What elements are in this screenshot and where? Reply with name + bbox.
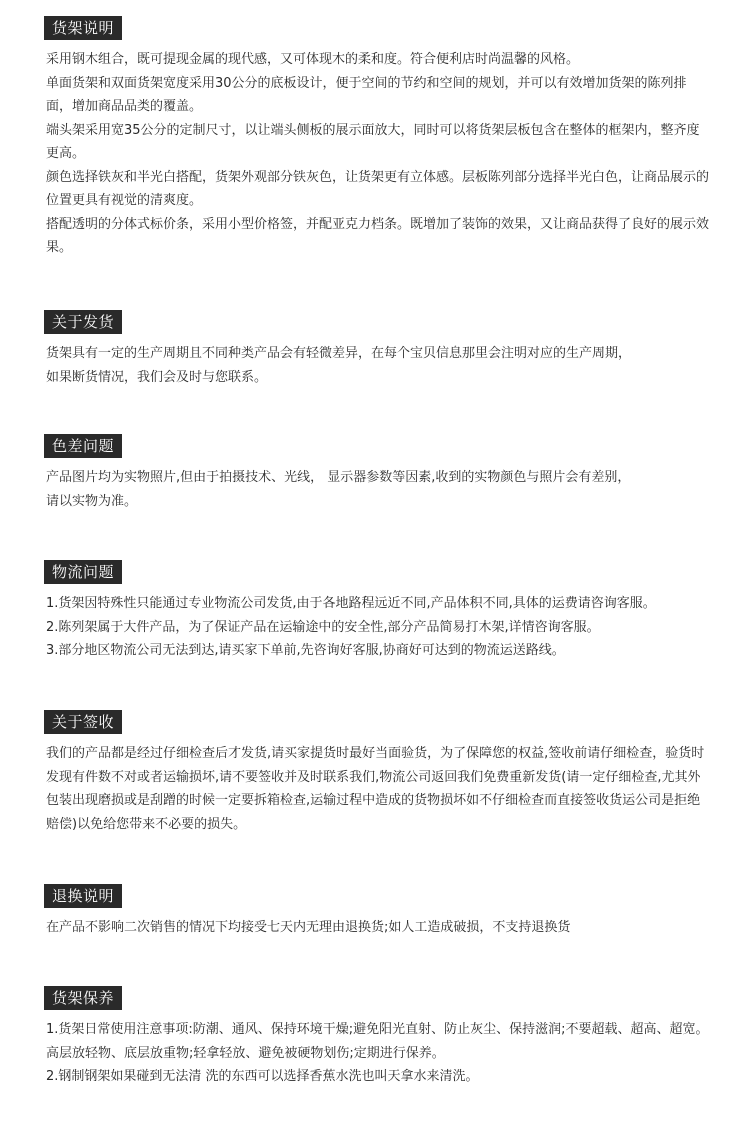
paragraph: 1.货架因特殊性只能通过专业物流公司发货,由于各地路程远近不同,产品体积不同,具体的运费请咨询客服。 (46, 596, 656, 611)
section-title: 关于发货 (44, 310, 122, 334)
paragraph: 产品图片均为实物照片,但由于拍摄技术、光线， 显示器参数等因素,收到的实物颜色与照片会有差别， (46, 470, 631, 485)
paragraph: 我们的产品都是经过仔细检查后才发货,请买家提货时最好当面验货，为了保障您的权益,签收前请仔细检查，验货时发现有件数不对或者运输损坏,请不要签收并及时联系我们,物流公司返回我们免费重新发货(请一定仔细检查,尤其外包装出现磨损或是刮蹭的时候一定要拆箱检查,运输过程中造成的货物损坏如不仔细检查而直接签收货运公司是拒绝赔偿)以免给您带来不必要的损失。 (46, 746, 705, 832)
paragraph: 搭配透明的分体式标价条，采用小型价格签，并配亚克力档条。既增加了装饰的效果，又让商品获得了良好的展示效果。 (46, 216, 710, 255)
section-returns (44, 884, 712, 940)
section-logistics (44, 560, 712, 663)
section-color-difference (44, 434, 712, 513)
paragraph: 采用钢木组合，既可提现金属的现代感，又可体现木的柔和度。符合便利店时尚温馨的风格。 (46, 52, 580, 67)
section-shipping (44, 310, 712, 389)
section-title: 关于签收 (44, 710, 122, 734)
section-receipt (44, 710, 712, 836)
section-title: 货架保养 (44, 986, 122, 1010)
paragraph: 如果断货情况，我们会及时与您联系。 (46, 369, 268, 385)
section-shelf-description (44, 16, 712, 260)
paragraph: 2.钢制钢架如果碰到无法清 洗的东西可以选择香蕉水洗也叫天拿水来清洗。 (46, 1069, 479, 1084)
section-title: 货架说明 (44, 16, 122, 40)
paragraph: 在产品不影响二次销售的情况下均接受七天内无理由退换货;如人工造成破损，不支持退换货 (46, 920, 571, 935)
paragraph: 货架具有一定的生产周期且不同种类产品会有轻微差异，在每个宝贝信息那里会注明对应的生产周期， (46, 346, 632, 361)
paragraph: 2.陈列架属于大件产品，为了保证产品在运输途中的安全性,部分产品简易打木架,详情咨询客服。 (46, 619, 600, 635)
paragraph: 单面货架和双面货架宽度采用30公分的底板设计，便于空间的节约和空间的规划，并可以有效增加货架的陈列排面，增加商品品类的覆盖。 (46, 75, 687, 114)
section-title: 色差问题 (44, 434, 122, 458)
paragraph: 1.货架日常使用注意事项:防潮、通风、保持环境干燥;避免阳光直射、防止灰尘、保持滋润;不要超载、超高、超宽。高层放轻物、底层放重物;轻拿轻放、避免被硬物划伤;定期进行保养。 (46, 1022, 709, 1061)
paragraph: 颜色选择铁灰和半光白搭配，货架外观部分铁灰色，让货架更有立体感。层板陈列部分选择半光白色，让商品展示的位置更具有视觉的清爽度。 (46, 169, 710, 208)
section-title: 物流问题 (44, 560, 122, 584)
paragraph: 端头架采用宽35公分的定制尺寸，以让端头侧板的展示面放大，同时可以将货架层板包含在整体的框架内，整齐度更高。 (46, 122, 700, 161)
section-maintenance (44, 986, 712, 1089)
paragraph: 请以实物为准。 (46, 493, 138, 509)
section-title: 退换说明 (44, 884, 122, 908)
paragraph: 3.部分地区物流公司无法到达,请买家下单前,先咨询好客服,协商好可达到的物流运送路线。 (46, 643, 565, 658)
